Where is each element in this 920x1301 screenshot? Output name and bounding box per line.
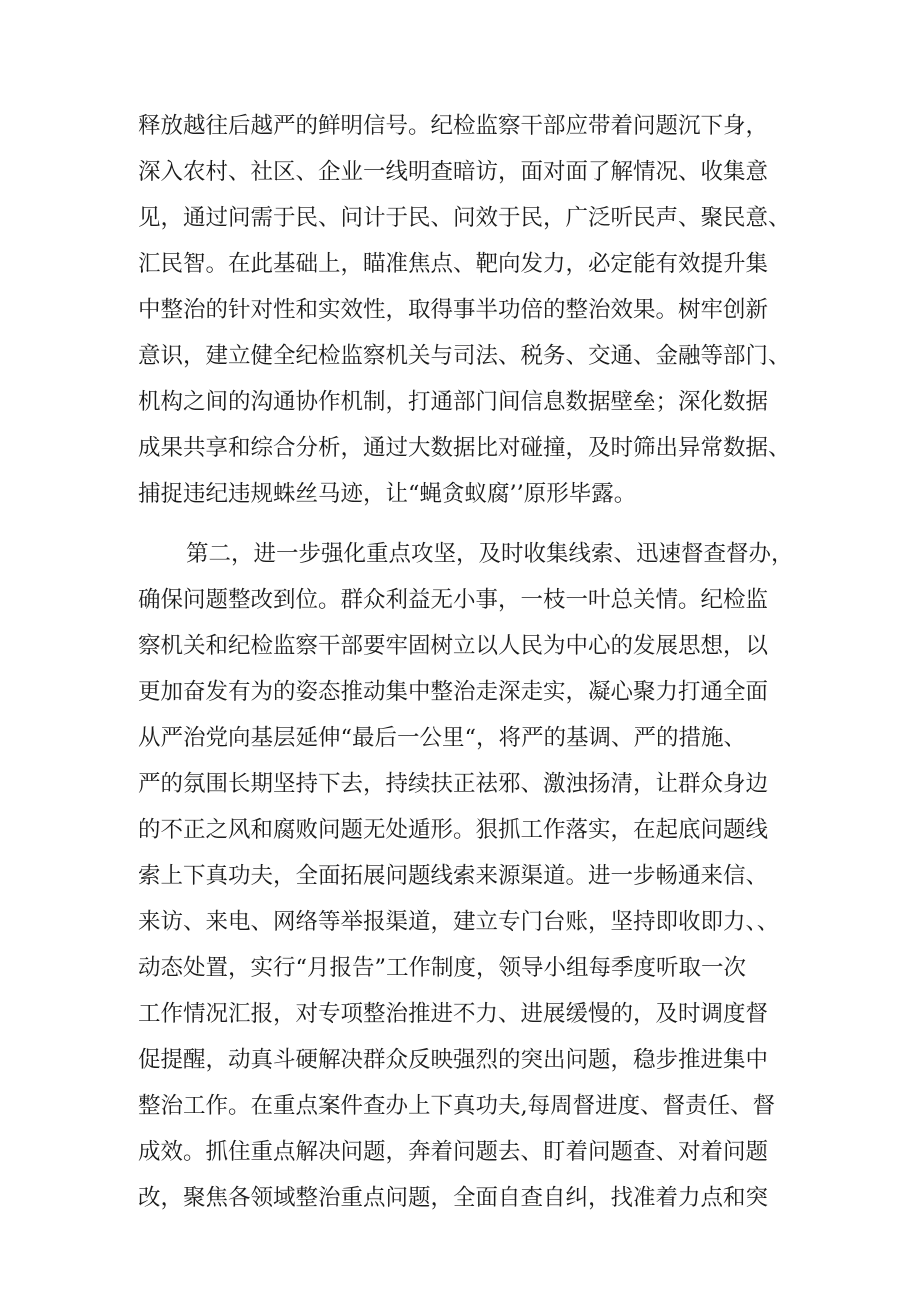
paragraph-line: 意识，建立健全纪检监察机关与司法、税务、交通、金融等部门、 — [138, 343, 791, 369]
paragraph-line: 工作情况汇报，对专项整治推进不力、进展缓慢的，及时调度督 — [138, 1001, 769, 1027]
paragraph-line: 来访、来电、网络等举报渠道，建立专门台账，坚持即收即力、、 — [138, 909, 780, 935]
paragraph-line: 释放越往后越严的鲜明信号。纪检监察干部应带着问题沉下身， — [138, 113, 769, 139]
paragraph-first-line: 第二，进一步强化重点攻坚，及时收集线索、迅速督查督办， — [186, 541, 794, 567]
paragraph-line: 机构之间的沟通协作机制，打通部门间信息数据壁垒；深化数据 — [138, 389, 769, 415]
paragraph-line: 成效。抓住重点解决问题，奔着问题去、盯着问题查、对着问题 — [138, 1139, 769, 1165]
paragraph-line: 深入农村、社区、企业一线明查暗访，面对面了解情况、收集意 — [138, 159, 769, 185]
paragraph-line: 促提醒，动真斗硬解决群众反映强烈的突出问题，稳步推进集中 — [138, 1047, 769, 1073]
paragraph-line: 中整治的针对性和实效性，取得事半功倍的整治效果。树牢创新 — [138, 297, 769, 323]
paragraph-line: 汇民智。在此基础上，瞄准焦点、靶向发力，必定能有效提升集 — [138, 251, 769, 277]
paragraph-line: 动态处置，实行“月报告”工作制度，领导小组每季度听取一次 — [138, 955, 747, 981]
paragraph-line: 改，聚焦各领域整治重点问题，全面自查自纠，找准着力点和突 — [138, 1185, 769, 1211]
paragraph-line: 从严治党向基层延伸“最后一公里“，将严的基调、严的措施、 — [138, 725, 747, 751]
paragraph-line: 成果共享和综合分析，通过大数据比对碰撞，及时筛出异常数据、 — [138, 435, 791, 461]
paragraph-line: 捕捉违纪违规蛛丝马迹，让“蝇贪蚁腐’’原形毕露。 — [138, 481, 637, 507]
paragraph-line: 察机关和纪检监察干部要牢固树立以人民为中心的发展思想，以 — [138, 633, 769, 659]
paragraph-line: 严的氛围长期坚持下去，持续扶正祛邪、激浊扬清，让群众身边 — [138, 771, 769, 797]
paragraph-1 — [138, 103, 808, 517]
paragraph-line: 确保问题整改到位。群众利益无小事，一枝一叶总关情。纪检监 — [138, 587, 769, 613]
paragraph-line: 整治工作。在重点案件查办上下真功夫,每周督进度、督责任、督 — [138, 1093, 776, 1119]
paragraph-line: 的不正之风和腐败问题无处遁形。狠抓工作落实，在起底问题线 — [138, 817, 769, 843]
paragraph-spacer — [138, 517, 808, 531]
paragraph-line: 更加奋发有为的姿态推动集中整治走深走实，凝心聚力打通全面 — [138, 679, 769, 705]
paragraph-2 — [138, 531, 808, 1221]
document-body — [138, 103, 808, 1221]
paragraph-line: 见，通过问需于民、问计于民、问效于民，广泛听民声、聚民意、 — [138, 205, 791, 231]
paragraph-line: 索上下真功夫，全面拓展问题线索来源渠道。进一步畅通来信、 — [138, 863, 769, 889]
